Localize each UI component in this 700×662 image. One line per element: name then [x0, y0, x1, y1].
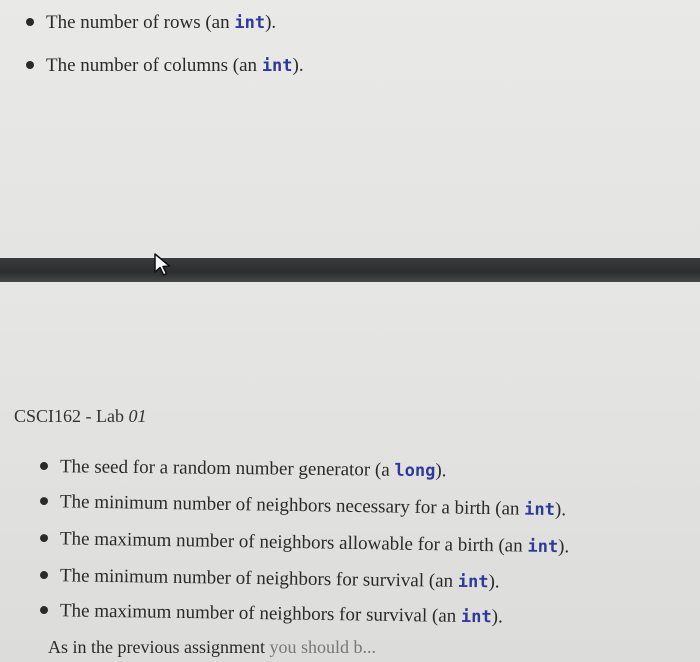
- page-divider-bar: [0, 258, 700, 282]
- bullet-dot-icon: [40, 462, 48, 470]
- lab-header-title: CSCI162 - Lab: [14, 406, 124, 426]
- bullet-code: long: [394, 460, 436, 482]
- upper-page: [0, 0, 700, 258]
- bullet-code: int: [460, 606, 492, 628]
- bullet-text: The number of rows (an: [46, 12, 235, 33]
- mouse-pointer-icon: [152, 252, 174, 278]
- bullet-end: ).: [491, 606, 503, 628]
- lab-header: [14, 406, 147, 427]
- bullet-dot-icon: [40, 534, 48, 542]
- bullet-code: int: [524, 499, 556, 521]
- bullet-code: int: [527, 536, 559, 558]
- bullet-dot-icon: [26, 18, 34, 26]
- bullet-columns: [26, 55, 304, 77]
- bullet-end: ).: [265, 12, 277, 33]
- bullet-code: int: [234, 13, 266, 33]
- bullet-text: The maximum number of neighbors allowable for a birth (an: [59, 528, 528, 557]
- bullet-dot-icon: [26, 61, 34, 69]
- bullet-seed: [40, 456, 447, 482]
- bullet-end: ).: [554, 499, 567, 521]
- bullet-rows: [26, 12, 276, 34]
- paragraph-text: As in the previous assignment: [48, 637, 265, 657]
- bullet-dot-icon: [40, 497, 48, 505]
- lab-header-number: 01: [128, 406, 147, 426]
- paragraph-faded-text: you should b...: [264, 637, 376, 657]
- bullet-end: ).: [488, 571, 500, 593]
- body-paragraph: [48, 637, 376, 658]
- bullet-end: ).: [557, 536, 570, 558]
- bullet-text: The number of columns (an: [46, 55, 262, 76]
- bullet-text: The minimum number of neighbors necessary for a birth (an: [59, 491, 525, 520]
- bullet-dot-icon: [40, 606, 48, 614]
- bullet-text: The maximum number of neighbors for survival (an: [59, 600, 462, 627]
- bullet-end: ).: [292, 55, 304, 76]
- bullet-code: int: [261, 56, 293, 76]
- bullet-text: The seed for a random number generator (a: [59, 456, 395, 481]
- bullet-dot-icon: [40, 571, 48, 579]
- bullet-end: ).: [435, 460, 447, 482]
- bullet-text: The minimum number of neighbors for survival (an: [59, 565, 458, 592]
- bullet-code: int: [457, 571, 489, 593]
